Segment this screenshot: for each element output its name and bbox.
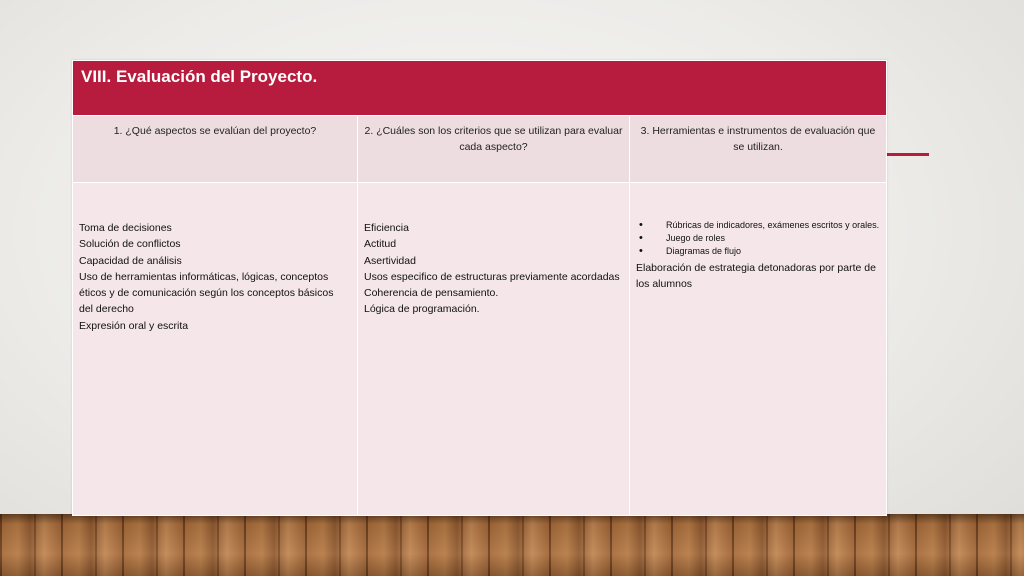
tool-bullet-item: • Diagramas de flujo bbox=[636, 245, 880, 258]
criterion-item: Usos especifico de estructuras previamente acordadas bbox=[364, 270, 620, 283]
header-aspects: 1. ¿Qué aspectos se evalúan del proyecto? bbox=[113, 125, 317, 137]
header-cell-tools bbox=[630, 116, 887, 183]
aspect-item: Toma de decisiones bbox=[79, 222, 172, 234]
header-criteria: 2. ¿Cuáles son los criterios que se utilizan para evaluar cada aspecto? bbox=[364, 125, 623, 153]
slide-title: VIII. Evaluación del Proyecto. bbox=[81, 67, 318, 86]
wood-floor-background bbox=[0, 514, 1024, 576]
header-tools: 3. Herramientas e instrumentos de evaluación que se utilizan. bbox=[640, 125, 876, 153]
criterion-item: Eficiencia bbox=[364, 222, 409, 234]
evaluation-table bbox=[72, 60, 887, 516]
aspect-item: del derecho bbox=[79, 303, 134, 316]
tools-bullet-list bbox=[636, 219, 880, 258]
accent-line bbox=[886, 153, 929, 156]
criteria-cell bbox=[358, 183, 630, 516]
tool-bullet-item: • Rúbricas de indicadores, exámenes escritos y orales. bbox=[636, 219, 880, 232]
criterion-item: Actitud bbox=[364, 238, 397, 251]
aspects-cell bbox=[73, 183, 358, 516]
aspect-item: Capacidad de análisis bbox=[79, 254, 182, 267]
aspect-item: Solución de conflictos bbox=[79, 238, 181, 251]
header-cell-aspects bbox=[73, 116, 358, 183]
aspect-item: Uso de herramientas informáticas, lógicas, conceptos bbox=[79, 270, 329, 283]
header-cell-criteria bbox=[358, 116, 630, 183]
criterion-item: Coherencia de pensamiento. bbox=[364, 287, 499, 300]
tools-cell bbox=[630, 183, 887, 516]
aspect-item: éticos y de comunicación según los conceptos básicos bbox=[79, 287, 334, 300]
title-cell bbox=[73, 61, 887, 116]
criterion-item: Lógica de programación. bbox=[364, 303, 480, 316]
criterion-item: Asertividad bbox=[364, 254, 416, 267]
aspect-item: Expresión oral y escrita bbox=[79, 319, 189, 332]
tool-bullet-item: • Juego de roles bbox=[636, 232, 880, 245]
tools-description: Elaboración de estrategia detonadoras por parte de los alumnos bbox=[636, 262, 876, 291]
